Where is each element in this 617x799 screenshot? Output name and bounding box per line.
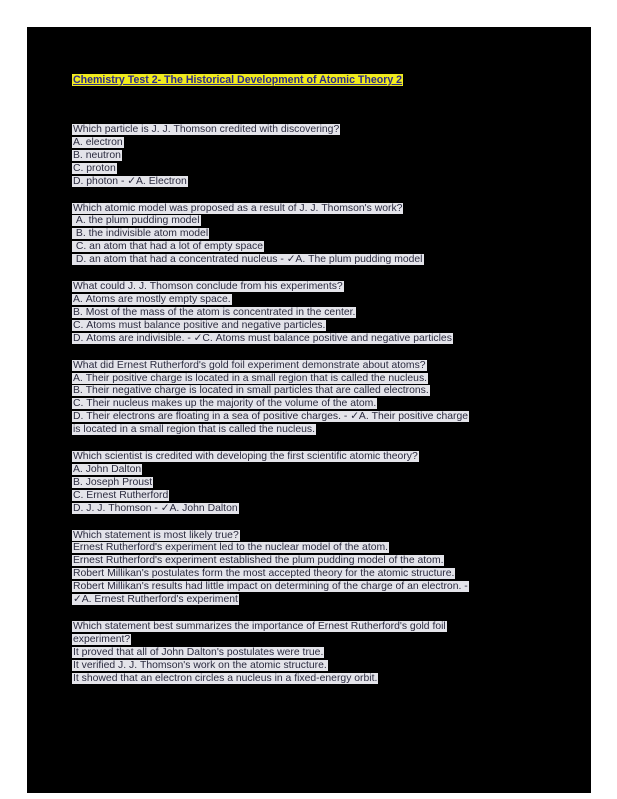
answer-line: [72, 424, 542, 437]
answer-line: [72, 673, 542, 686]
highlighted-text: C. Their nucleus makes up the majority of the volume of the atom.: [73, 398, 377, 410]
question-text: [72, 621, 542, 634]
question-text: [72, 530, 542, 543]
highlighted-text: A. the plum pudding model: [73, 215, 200, 227]
answer-line: [72, 241, 542, 254]
highlighted-text: B. neutron: [73, 149, 121, 161]
highlighted-text: A. Their positive charge is located in a small region that is called the nucleus.: [73, 372, 428, 384]
highlighted-text: experiment?: [73, 633, 131, 645]
highlighted-text: Ernest Rutherford's experiment led to the nuclear model of the atom.: [73, 542, 389, 554]
question-block: [72, 203, 542, 268]
answer-line: [72, 411, 542, 424]
highlighted-text: Which statement best summarizes the importance of Ernest Rutherford's gold foil: [73, 621, 446, 632]
answer-line: [72, 542, 542, 555]
highlighted-text: D. photon - ✓A. Electron: [73, 175, 187, 187]
highlighted-text: C. proton: [73, 162, 116, 174]
answer-line: [72, 254, 542, 267]
question-block: [72, 281, 542, 346]
answer-line: [72, 594, 542, 607]
answer-line: [72, 307, 542, 320]
question-block: [72, 360, 542, 437]
highlighted-text: is located in a small region that is called the nucleus.: [73, 424, 316, 436]
question-text: [72, 203, 542, 216]
question-block: [72, 451, 542, 516]
answer-line: [72, 176, 542, 189]
highlighted-text: Ernest Rutherford's experiment established the plum pudding model of the atom.: [73, 555, 444, 567]
highlighted-text: D. Atoms are indivisible. - ✓C. Atoms must balance positive and negative particles: [73, 332, 452, 344]
title-line: [72, 73, 542, 88]
highlighted-text: A. electron: [73, 136, 123, 148]
answer-line: [72, 660, 542, 673]
highlighted-text: D. Their electrons are floating in a sea of positive charges. - ✓A. Their positive charge: [73, 411, 469, 423]
question-block: [72, 124, 542, 189]
highlighted-text: Robert Millikan's postulates form the most accepted theory for the atomic structure.: [73, 568, 455, 580]
highlighted-text: B. Most of the mass of the atom is concentrated in the center.: [73, 306, 356, 318]
highlighted-text: ✓A. Ernest Rutherford's experiment: [73, 594, 238, 606]
document-title: Chemistry Test 2- The Historical Development of Atomic Theory 2: [73, 74, 403, 86]
answer-line: [72, 647, 542, 660]
answer-line: [72, 150, 542, 163]
highlighted-text: It showed that an electron circles a nucleus in a fixed-energy orbit.: [73, 672, 378, 684]
highlighted-text: Which particle is J. J. Thomson credited with discovering?: [73, 124, 340, 135]
highlighted-text: What could J. J. Thomson conclude from his experiments?: [73, 281, 343, 293]
question-list: [72, 124, 542, 686]
answer-line: [72, 464, 542, 477]
highlighted-text: It proved that all of John Dalton's postulates were true.: [73, 646, 324, 658]
highlighted-text: It verified J. J. Thomson's work on the atomic structure.: [73, 659, 327, 671]
highlighted-text: B. the indivisible atom model: [73, 228, 209, 240]
highlighted-text: A. Atoms are mostly empty space.: [73, 293, 231, 305]
highlighted-text: C. Ernest Rutherford: [73, 489, 169, 501]
answer-line: [72, 333, 542, 346]
question-text: [72, 124, 542, 137]
question-block: [72, 621, 542, 686]
answer-line: [72, 228, 542, 241]
highlighted-text: Which statement is most likely true?: [73, 529, 239, 541]
highlighted-text: D. J. J. Thomson - ✓A. John Dalton: [73, 502, 238, 514]
answer-line: [72, 163, 542, 176]
document-content: [72, 73, 542, 686]
answer-line: [72, 634, 542, 647]
highlighted-text: Which atomic model was proposed as a result of J. J. Thomson's work?: [73, 202, 403, 214]
highlighted-text: B. Their negative charge is located in small particles that are called electrons.: [73, 385, 429, 397]
answer-line: [72, 137, 542, 150]
answer-line: [72, 581, 542, 594]
answer-line: [72, 477, 542, 490]
question-text: [72, 360, 542, 373]
answer-line: [72, 490, 542, 503]
question-block: [72, 530, 542, 607]
highlighted-text: What did Ernest Rutherford's gold foil experiment demonstrate about atoms?: [73, 359, 426, 371]
answer-line: [72, 294, 542, 307]
highlighted-text: B. Joseph Proust: [73, 476, 153, 488]
answer-line: [72, 215, 542, 228]
answer-line: [72, 373, 542, 386]
question-text: [72, 451, 542, 464]
answer-line: [72, 385, 542, 398]
highlighted-text: Robert Millikan's results had little impact on determining of the charge of an electron. -: [73, 581, 468, 593]
document-page: [27, 27, 591, 793]
answer-line: [72, 503, 542, 516]
highlighted-text: Which scientist is credited with developing the first scientific atomic theory?: [73, 451, 418, 463]
answer-line: [72, 398, 542, 411]
highlighted-text: C. an atom that had a lot of empty space: [73, 241, 264, 253]
highlighted-text: C. Atoms must balance positive and negative particles.: [73, 319, 326, 331]
highlighted-text: D. an atom that had a concentrated nucleus - ✓A. The plum pudding model: [73, 254, 423, 266]
highlighted-text: A. John Dalton: [73, 463, 142, 475]
question-text: [72, 281, 542, 294]
answer-line: [72, 568, 542, 581]
answer-line: [72, 320, 542, 333]
answer-line: [72, 555, 542, 568]
